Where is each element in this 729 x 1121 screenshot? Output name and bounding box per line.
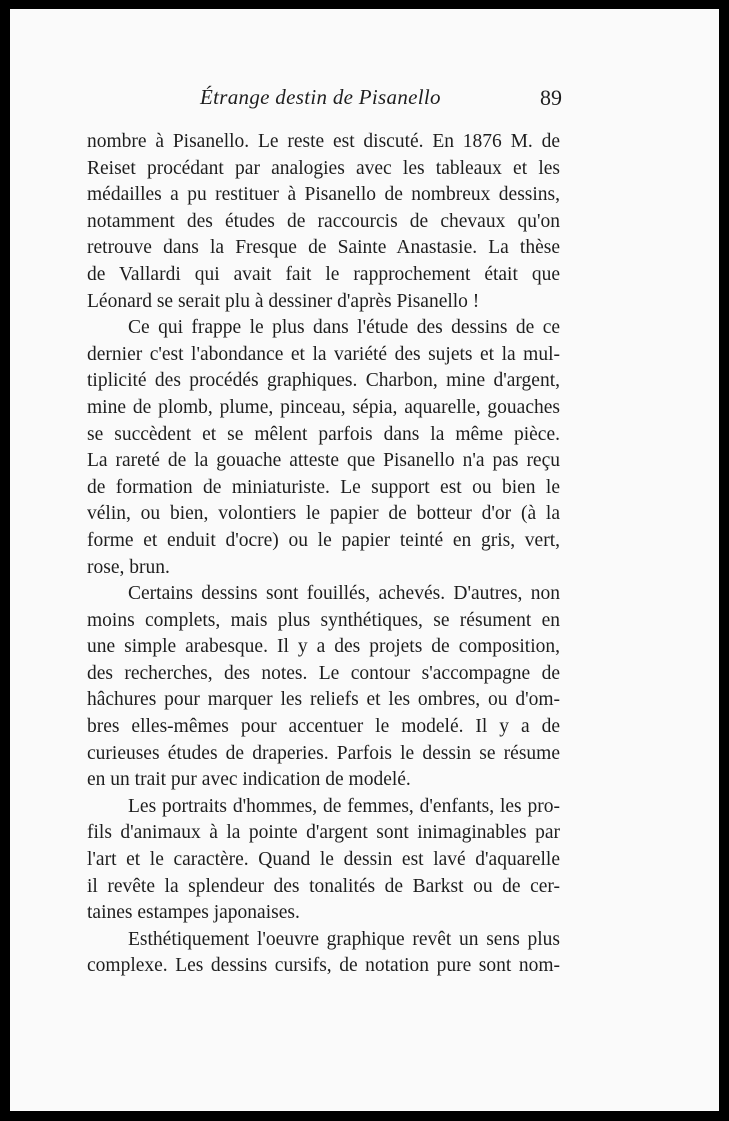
text-line: dernier c'est l'abondance et la variété des sujets et la mul- bbox=[87, 343, 560, 365]
body-text bbox=[87, 129, 560, 980]
text-line: tiplicité des procédés graphiques. Charbon, mine d'argent, bbox=[87, 370, 560, 392]
page-number: 89 bbox=[540, 85, 562, 110]
text-line: La rareté de la gouache atteste que Pisanello n'a pas reçu bbox=[87, 450, 560, 472]
text-line: Les portraits d'hommes, de femmes, d'enfants, les pro- bbox=[128, 795, 560, 817]
text-line: Esthétiquement l'oeuvre graphique revêt un sens plus bbox=[128, 928, 560, 950]
text-line: Ce qui frappe le plus dans l'étude des dessins de ce bbox=[128, 317, 560, 339]
text-line: fils d'animaux à la pointe d'argent sont inimaginables par bbox=[87, 822, 560, 844]
text-line: Certains dessins sont fouillés, achevés. D'autres, non bbox=[128, 583, 560, 605]
paragraph bbox=[87, 927, 560, 980]
text-line: nombre à Pisanello. Le reste est discuté. En 1876 M. de bbox=[87, 131, 560, 152]
running-title: Étrange destin de Pisanello bbox=[200, 85, 441, 109]
text-line: forme et enduit d'ocre) ou le papier teinté en gris, vert, bbox=[87, 529, 560, 551]
text-line: taines estampes japonaises. bbox=[87, 902, 300, 924]
text-line: curieuses études de draperies. Parfois le dessin se résume bbox=[87, 742, 560, 764]
text-line: en un trait pur avec indication de modelé. bbox=[87, 769, 411, 791]
text-line: de Vallardi qui avait fait le rapprochement était que bbox=[87, 263, 560, 285]
text-line: Reiset procédant par analogies avec les tableaux et les bbox=[87, 157, 560, 179]
text-line: complexe. Les dessins cursifs, de notation pure sont nom- bbox=[87, 955, 560, 977]
text-line: une simple arabesque. Il y a des projets de composition, bbox=[87, 636, 560, 658]
text-line: il revête la splendeur des tonalités de Barkst ou de cer- bbox=[87, 875, 560, 897]
text-line: Léonard se serait plu à dessiner d'après Pisanello ! bbox=[87, 290, 480, 312]
text-line: l'art et le caractère. Quand le dessin est lavé d'aquarelle bbox=[87, 849, 560, 871]
text-line: moins complets, mais plus synthétiques, se résument en bbox=[87, 609, 560, 631]
paragraph bbox=[87, 581, 560, 794]
text-line: rose, brun. bbox=[87, 556, 170, 578]
text-line: notamment des études de raccourcis de chevaux qu'on bbox=[87, 210, 560, 232]
text-line: bres elles-mêmes pour accentuer le modelé. Il y a de bbox=[87, 716, 560, 738]
text-line: vélin, ou bien, volontiers le papier de botteur d'or (à la bbox=[87, 503, 560, 525]
text-line: de formation de miniaturiste. Le support est ou bien le bbox=[87, 476, 560, 498]
text-line: retrouve dans la Fresque de Sainte Anastasie. La thèse bbox=[87, 237, 560, 259]
text-line: des recherches, des notes. Le contour s'accompagne de bbox=[87, 662, 560, 684]
text-line: se succèdent et se mêlent parfois dans la même pièce. bbox=[87, 423, 560, 445]
page-header bbox=[10, 85, 719, 115]
text-line: médailles a pu restituer à Pisanello de nombreux dessins, bbox=[87, 184, 560, 206]
paragraph bbox=[87, 315, 560, 581]
text-line: mine de plomb, plume, pinceau, sépia, aquarelle, gouaches bbox=[87, 396, 560, 418]
paragraph bbox=[87, 129, 560, 315]
paragraph bbox=[87, 794, 560, 927]
book-page bbox=[10, 9, 719, 1111]
text-line: hâchures pour marquer les reliefs et les ombres, ou d'om- bbox=[87, 689, 560, 711]
